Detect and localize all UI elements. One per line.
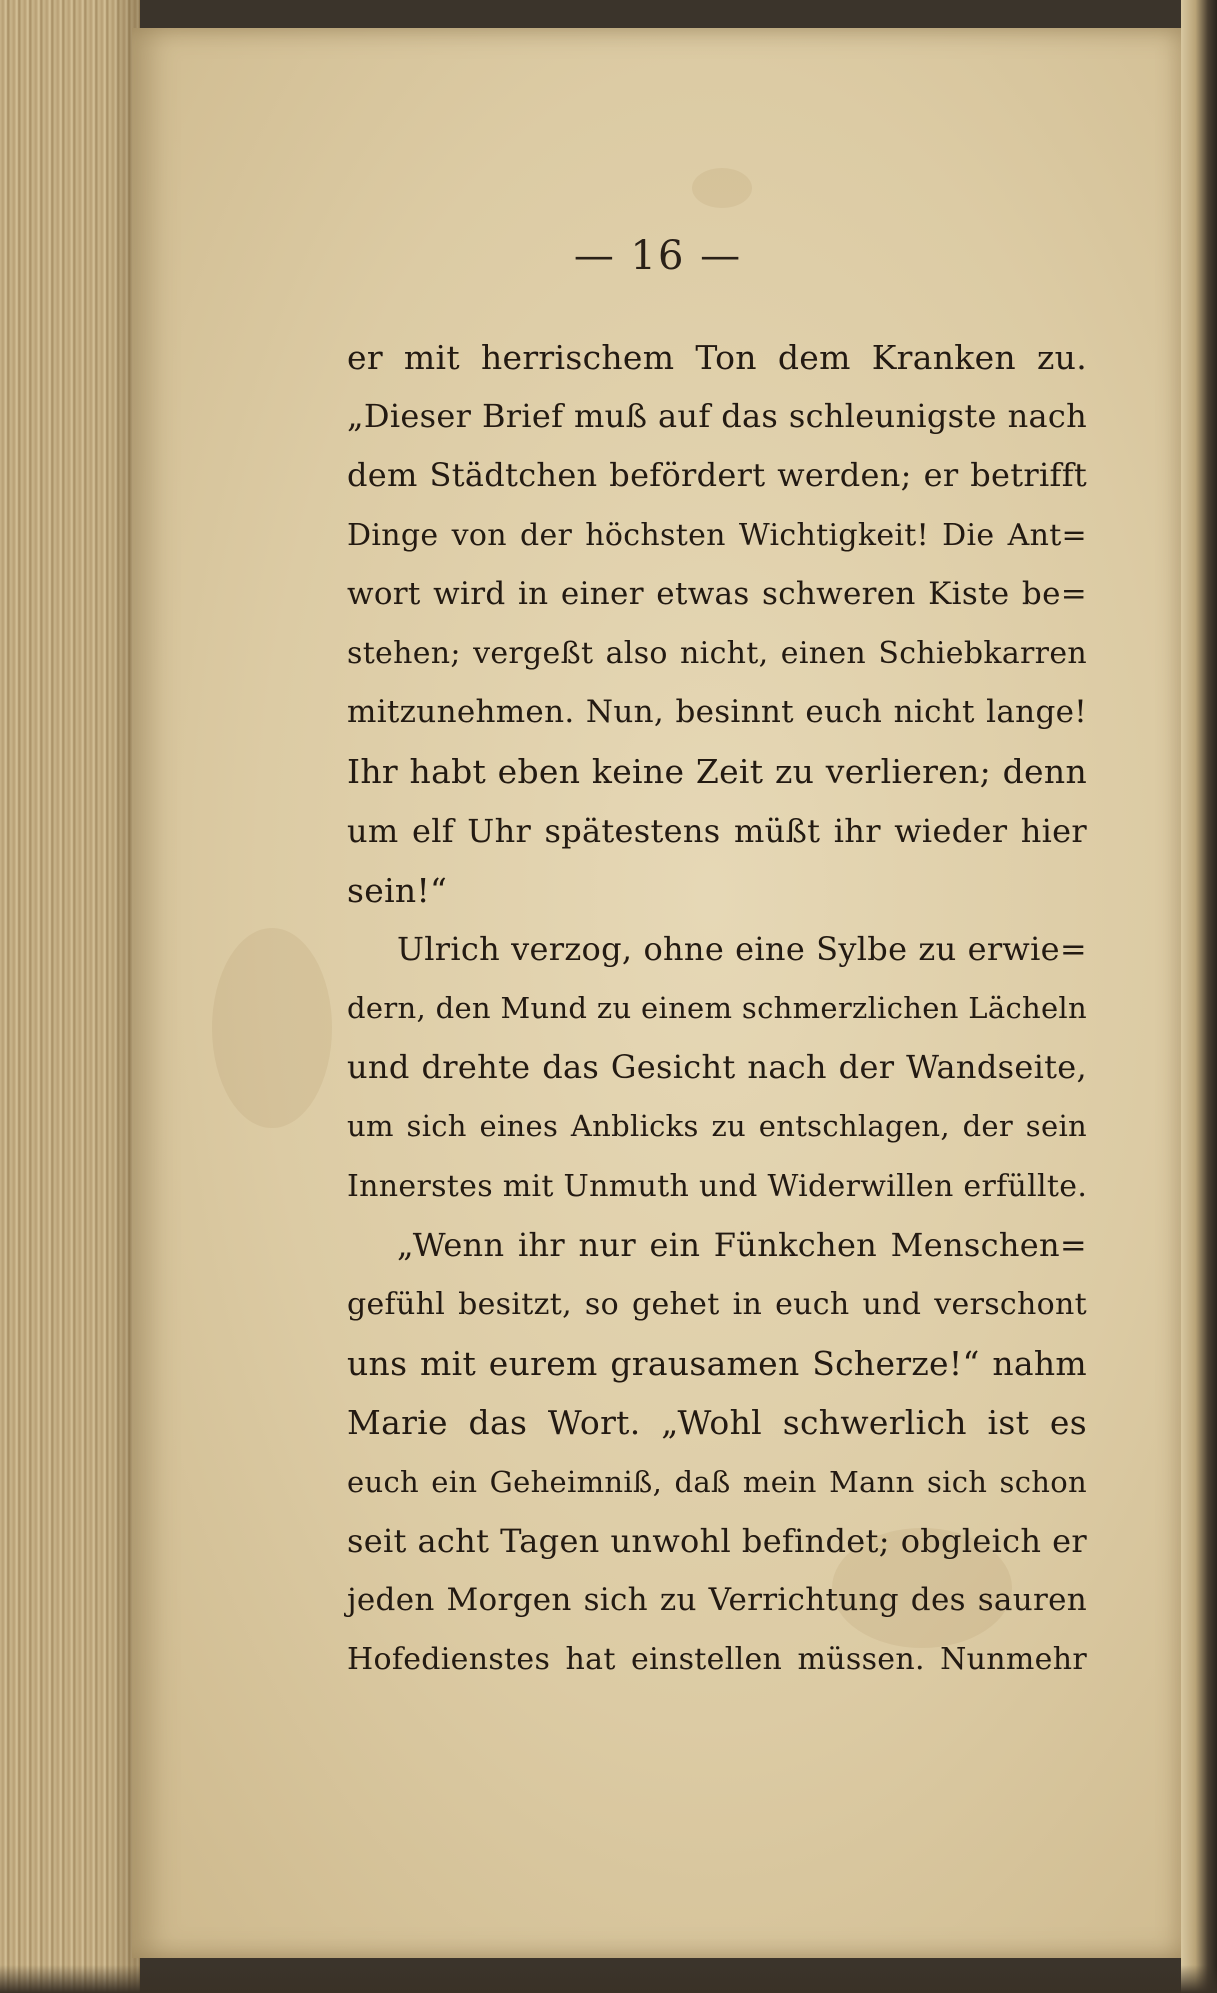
text-line: Ihr habt eben keine Zeit zu verlieren; denn bbox=[347, 752, 1087, 792]
text-line: jeden Morgen sich zu Verrichtung des sauren bbox=[347, 1581, 1087, 1618]
right-page-edge bbox=[1181, 0, 1217, 1993]
text-line: wort wird in einer etwas schweren Kiste be= bbox=[347, 575, 1087, 612]
page-number: — 16 — bbox=[573, 233, 743, 279]
text-line: und drehte das Gesicht nach der Wandseite, bbox=[347, 1048, 1087, 1087]
text-line: dern, den Mund zu einem schmerzlichen Lächeln bbox=[347, 991, 1087, 1026]
text-line: dem Städtchen befördert werden; er betrifft bbox=[347, 456, 1087, 495]
text-line: Ulrich verzog, ohne eine Sylbe zu erwie= bbox=[397, 929, 1087, 968]
text-line: um elf Uhr spätestens müßt ihr wieder hier bbox=[347, 811, 1087, 850]
paper-stain bbox=[692, 168, 752, 208]
book-page bbox=[132, 28, 1184, 1958]
bottom-page-edge bbox=[0, 1965, 1217, 1993]
text-line: er mit herrischem Ton dem Kranken zu. bbox=[347, 338, 1087, 377]
text-line: stehen; vergeßt also nicht, einen Schiebkarren bbox=[347, 635, 1087, 671]
stacked-page-edges bbox=[0, 0, 140, 1993]
paper-stain bbox=[212, 928, 332, 1128]
text-line: euch ein Geheimniß, daß mein Mann sich schon bbox=[347, 1464, 1087, 1499]
text-line: Innerstes mit Unmuth und Widerwillen erfüllte. bbox=[347, 1168, 1088, 1204]
text-line: „Dieser Brief muß auf das schleunigste nach bbox=[347, 397, 1087, 436]
text-line: „Wenn ihr nur ein Fünkchen Menschen= bbox=[397, 1225, 1087, 1264]
text-line: seit acht Tagen unwohl befindet; obgleich er bbox=[347, 1521, 1087, 1560]
text-line: Hofedienstes hat einstellen müssen. Nunmehr bbox=[347, 1642, 1087, 1678]
text-line: um sich eines Anblicks zu entschlagen, der sein bbox=[347, 1109, 1087, 1144]
text-line: Marie das Wort. „Wohl schwerlich ist es bbox=[347, 1403, 1087, 1443]
text-line: Dinge von der höchsten Wichtigkeit! Die Ant= bbox=[347, 517, 1087, 553]
text-line: uns mit eurem grausamen Scherze!“ nahm bbox=[347, 1344, 1087, 1384]
text-line: gefühl besitzt, so gehet in euch und verschont bbox=[347, 1287, 1087, 1322]
text-line: sein!“ bbox=[347, 870, 448, 910]
text-line: mitzunehmen. Nun, besinnt euch nicht lange! bbox=[347, 694, 1087, 731]
page-body-text bbox=[347, 328, 1087, 1689]
